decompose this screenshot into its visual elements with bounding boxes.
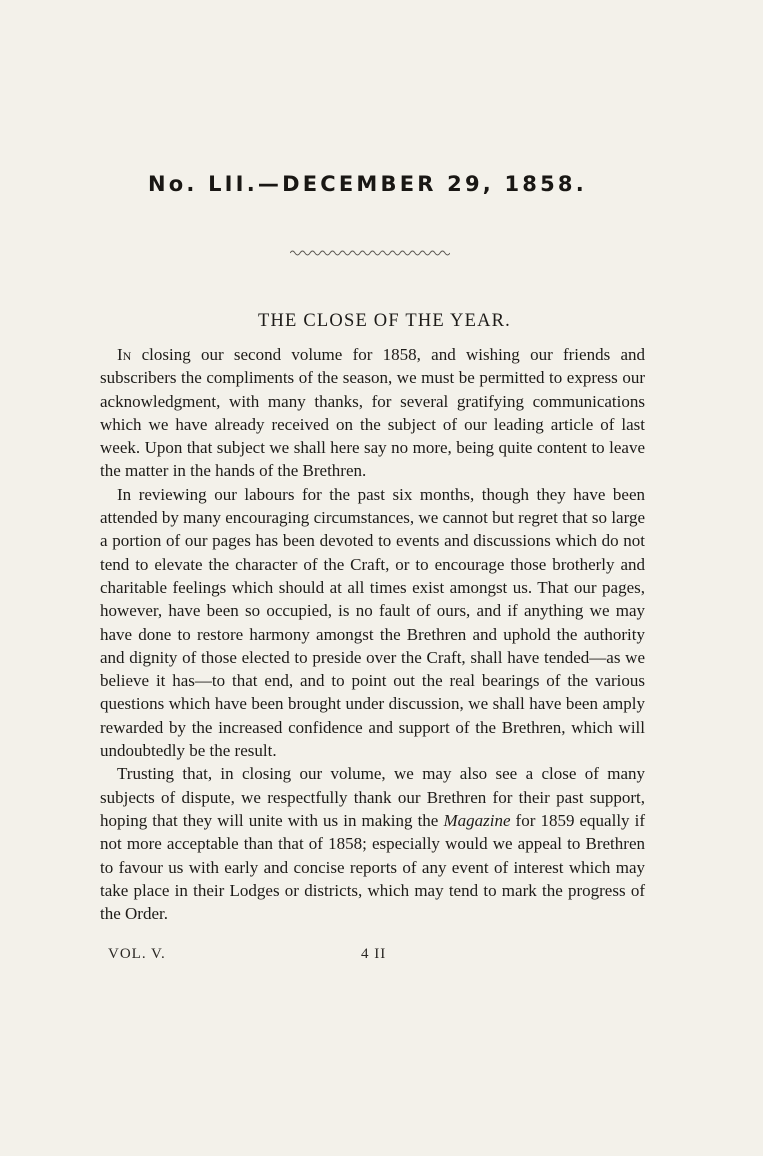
article-body: [100, 343, 645, 925]
paragraph-2: In reviewing our labours for the past six months, though they have been attended by many encouraging circumstances, we cannot but regret that so large a portion of our pages has been devoted to events and discussions which do not tend to elevate the character of the Craft, or to encourage those brotherly and charitable feelings which should at all times exist amongst us. That our pages, however, have been so occupied, is no fault of ours, and if anything we may have done to restore harmony amongst the Brethren and uphold the authority and dignity of those elected to preside over the Craft, shall have tended—as we believe it has—to that end, and to point out the real bearings of the various questions which have been brought under discussion, we shall have been amply rewarded by the increased confidence and support of the Brethren, which will undoubtedly be the result.: [100, 484, 645, 761]
article-title: THE CLOSE OF THE YEAR.: [257, 311, 512, 331]
ornamental-divider: [290, 248, 450, 258]
paragraph-1-text: closing our second volume for 1858, and wishing our friends and subscribers the compliments of the season, we must be permitted to express our acknowledgment, with many thanks, for several gratifying communications which we have already received on the subject of our leading article of last week. Upon that subject we shall here say no more, being quite content to leave the matter in the hands of the Brethren.: [100, 345, 645, 481]
paragraph-3-text-b: for 1859 equally if not more acceptable than that of 1858; especially would we appeal to Brethren to favour us with early and concise reports of any event of interest which may take place in their Lodges or districts, which may tend to mark the progress of the Order.: [100, 810, 646, 924]
volume-label: VOL. V.: [108, 946, 166, 962]
drop-cap: In: [117, 345, 132, 364]
paragraph-3-text-a: Trusting that, in closing our volume, we may also see a close of many subjects of dispute, we respectfully thank our Brethren for their past support, hoping that they will unite with us in making the: [100, 764, 645, 830]
signature-mark: 4 II: [361, 946, 387, 962]
magazine-italic: Magazine: [443, 810, 511, 830]
paragraph-1: [100, 343, 645, 483]
paragraph-3: [100, 762, 645, 925]
issue-header: No. LII.—DECEMBER 29, 1858.: [148, 172, 587, 196]
